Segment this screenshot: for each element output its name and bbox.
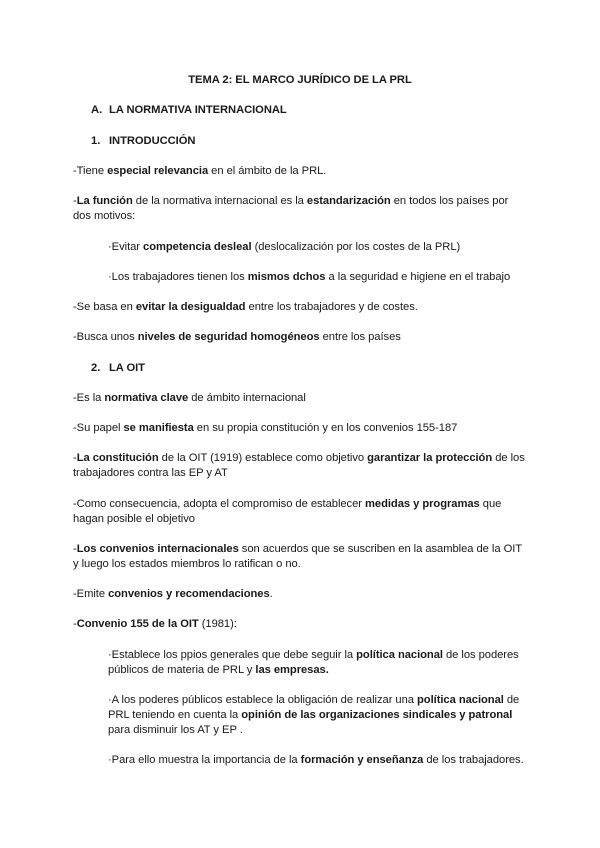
section-a-letter: A. <box>91 104 103 116</box>
bullet-competencia: ·Evitar competencia desleal (deslocalización por los costes de la PRL) <box>108 241 461 253</box>
section-2-number: 2. <box>91 362 101 374</box>
paragraph-relevancia: -Tiene especial relevancia en el ámbito de la PRL. <box>73 165 327 177</box>
section-2-heading: LA OIT <box>109 362 145 374</box>
paragraph-convenios-line1: -Los convenios internacionales son acuerdos que se suscriben en la asamblea de la OIT <box>73 543 523 555</box>
document-title: TEMA 2: EL MARCO JURÍDICO DE LA PRL <box>188 74 412 86</box>
bullet-formacion: ·Para ello muestra la importancia de la formación y enseñanza de los trabajadores. <box>108 754 524 766</box>
bullet-poderes-line3: para disminuir los AT y EP . <box>108 724 243 736</box>
paragraph-niveles: -Busca unos niveles de seguridad homogéneos entre los países <box>73 331 401 343</box>
paragraph-desigualdad: -Se basa en evitar la desigualdad entre los trabajadores y de costes. <box>73 301 418 313</box>
section-a-heading: LA NORMATIVA INTERNACIONAL <box>109 104 287 116</box>
paragraph-funcion-line2: dos motivos: <box>73 210 136 222</box>
paragraph-convenio-155: -Convenio 155 de la OIT (1981): <box>73 618 237 630</box>
bullet-poderes-line1: ·A los poderes públicos establece la obligación de realizar una política nacional de <box>108 694 520 706</box>
paragraph-funcion-line1: -La función de la normativa internacional es la estandarización en todos los países por <box>73 195 509 207</box>
paragraph-consecuencia-line2: hagan posible el objetivo <box>73 513 195 525</box>
paragraph-papel: -Su papel se manifiesta en su propia constitución y en los convenios 155-187 <box>73 422 458 434</box>
bullet-ppios-line1: ·Establece los ppios generales que debe seguir la política nacional de los poderes <box>108 649 519 661</box>
paragraph-convenios-line2: y luego los estados miembros lo ratifican o no. <box>73 558 301 570</box>
paragraph-constitucion-line2: trabajadores contra las EP y AT <box>73 467 228 479</box>
paragraph-normativa-clave: -Es la normativa clave de ámbito internacional <box>73 392 306 404</box>
paragraph-consecuencia-line1: -Como consecuencia, adopta el compromiso de establecer medidas y programas que <box>73 498 502 510</box>
bullet-ppios-line2: públicos de materia de PRL y las empresas. <box>108 664 329 676</box>
bullet-derechos: ·Los trabajadores tienen los mismos dchos a la seguridad e higiene en el trabajo <box>108 271 511 283</box>
bullet-poderes-line2: PRL teniendo en cuenta la opinión de las organizaciones sindicales y patronal <box>108 709 513 721</box>
section-1-heading: INTRODUCCIÓN <box>109 135 196 147</box>
section-1-number: 1. <box>91 135 101 147</box>
paragraph-constitucion-line1: -La constitución de la OIT (1919) establece como objetivo garantizar la protección de los <box>73 452 525 464</box>
paragraph-emite: -Emite convenios y recomendaciones. <box>73 588 273 600</box>
